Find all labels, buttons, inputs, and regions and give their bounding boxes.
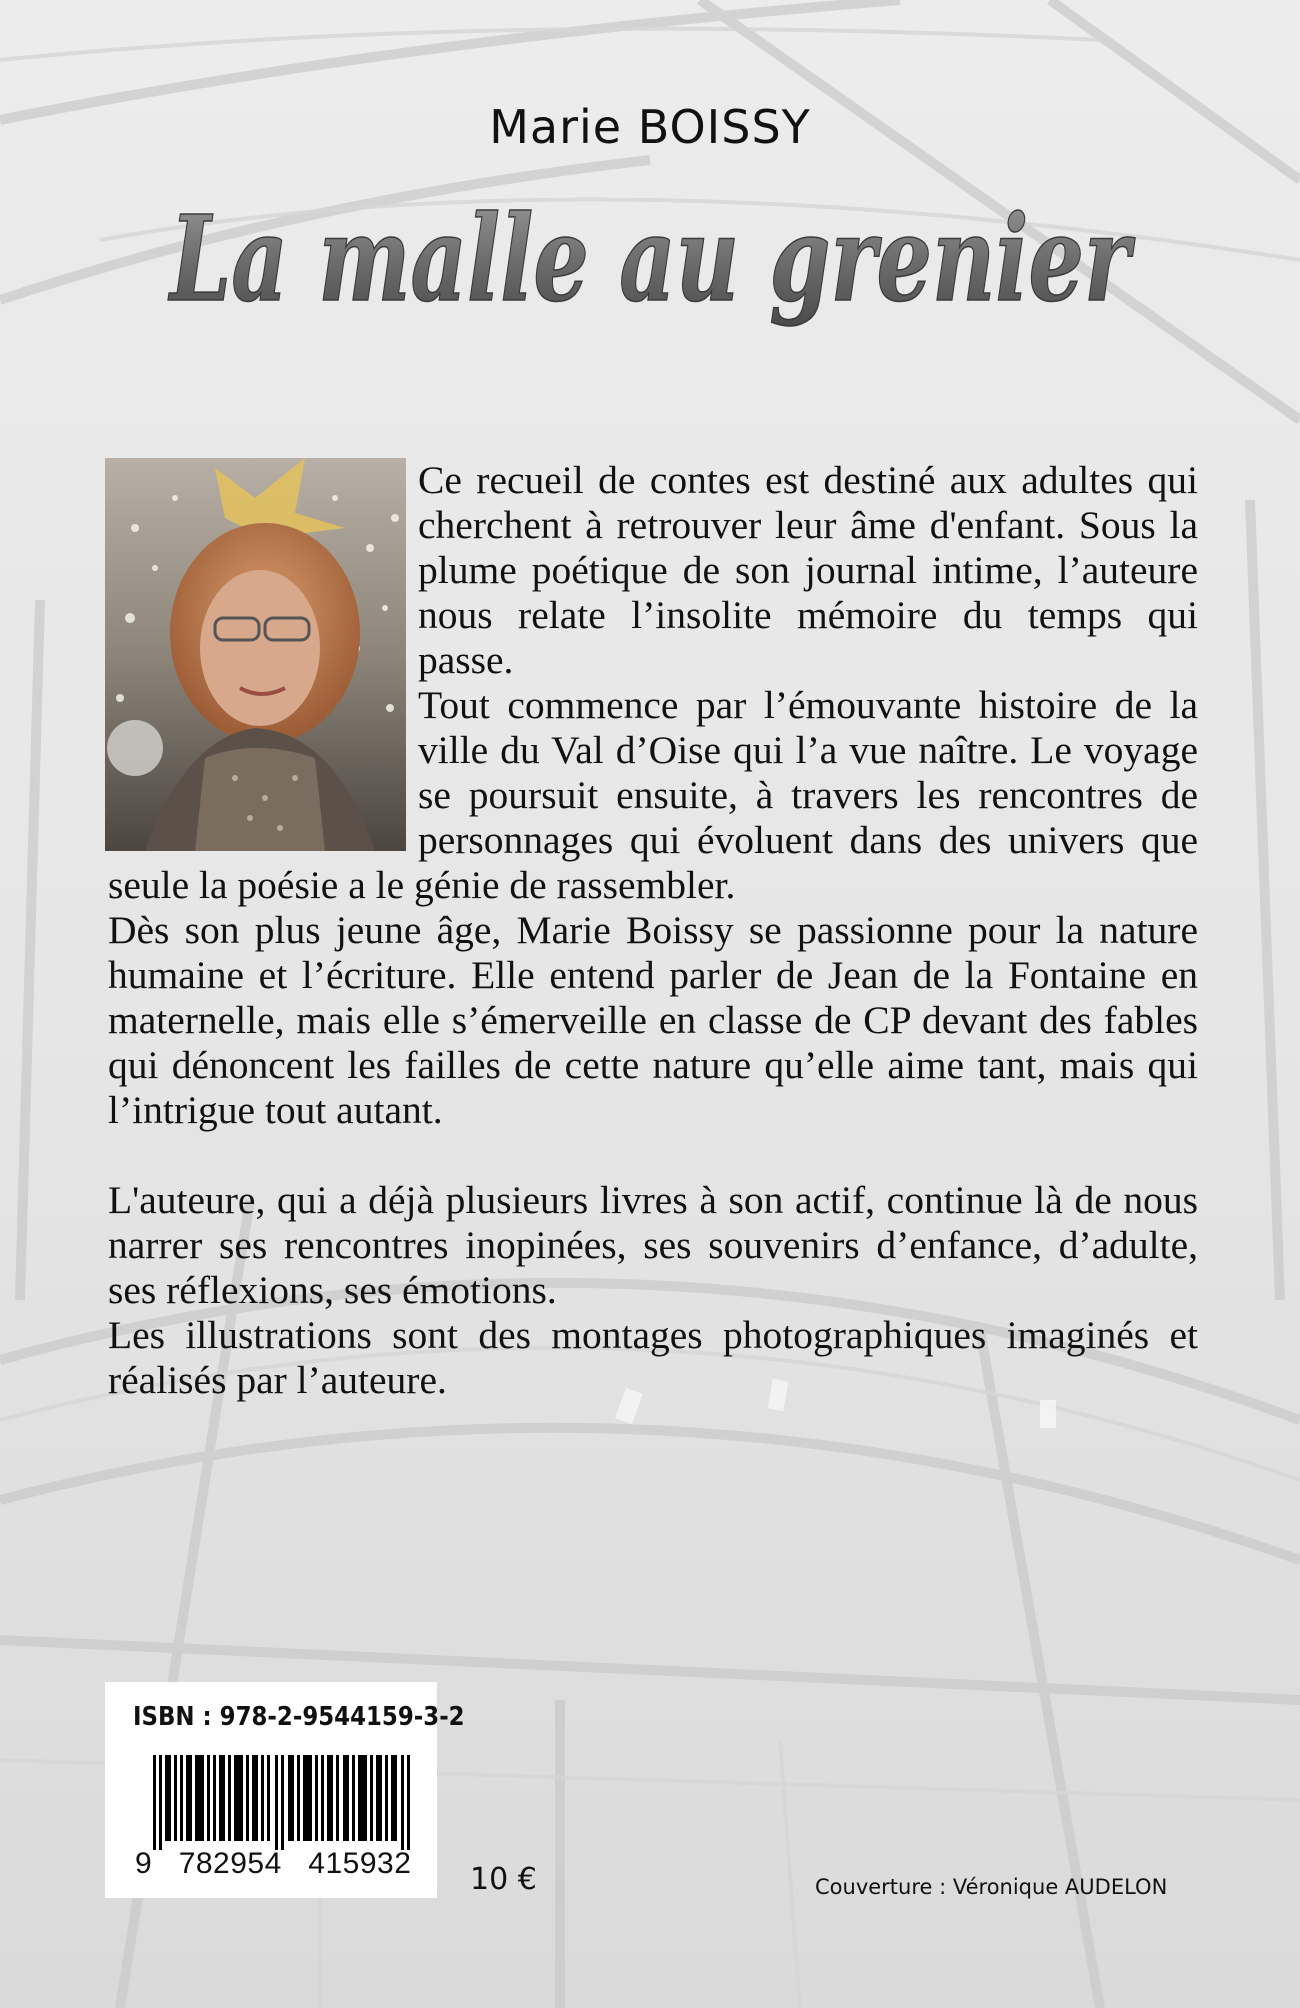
price: 10 € [470, 1862, 537, 1897]
barcode [153, 1755, 413, 1850]
isbn-barcode-box [105, 1682, 465, 1898]
book-title-text: La malle au grenier [167, 189, 1136, 328]
blurb-text: Les illustrations sont des montages photographiques imaginés et réalisés par l’auteure. [108, 1313, 1198, 1402]
blurb-text: Dès son plus jeune âge, Marie Boissy se passionne pour la nature humaine et l’écriture. Elle entend parler de Jean de la Fontaine en maternelle, mais elle s’émerveille en classe de CP devant des fables qui dénoncent les failles de cette nature qu’elle aime tant, mais qui l’intrigue tout autant. [108, 908, 1198, 1132]
cover-credit: Couverture : Véronique AUDELON [815, 1875, 1168, 1899]
author-name: Marie BOISSY [489, 100, 811, 154]
blurb-text: L'auteure, qui a déjà plusieurs livres à son actif, continue là de nous narrer ses rencontres inopinées, ses souvenirs d’enfance, d’adulte, ses réflexions, ses émotions. [108, 1178, 1198, 1312]
back-cover-blurb [108, 458, 1198, 1403]
isbn-label: ISBN : 978-2-9544159-3-2 [133, 1702, 465, 1732]
book-title [0, 150, 1300, 400]
blurb-text: Tout commence par l’émouvante histoire de la ville du Val d’Oise qui l’a vue naître. Le voyage se poursuit ensuite, à travers les rencontres de personnages qui évoluent dans des univers que seule la poésie a le génie de rassembler. [108, 683, 1198, 907]
ean-digits: 9 782954 415932 [135, 1847, 412, 1880]
blurb-text: Ce recueil de contes est destiné aux adultes qui cherchent à retrouver leur âme d'enfant. Sous la plume poétique de son journal intime, l’auteure nous relate l’insolite mémoire du temps qui passe. [418, 458, 1198, 682]
